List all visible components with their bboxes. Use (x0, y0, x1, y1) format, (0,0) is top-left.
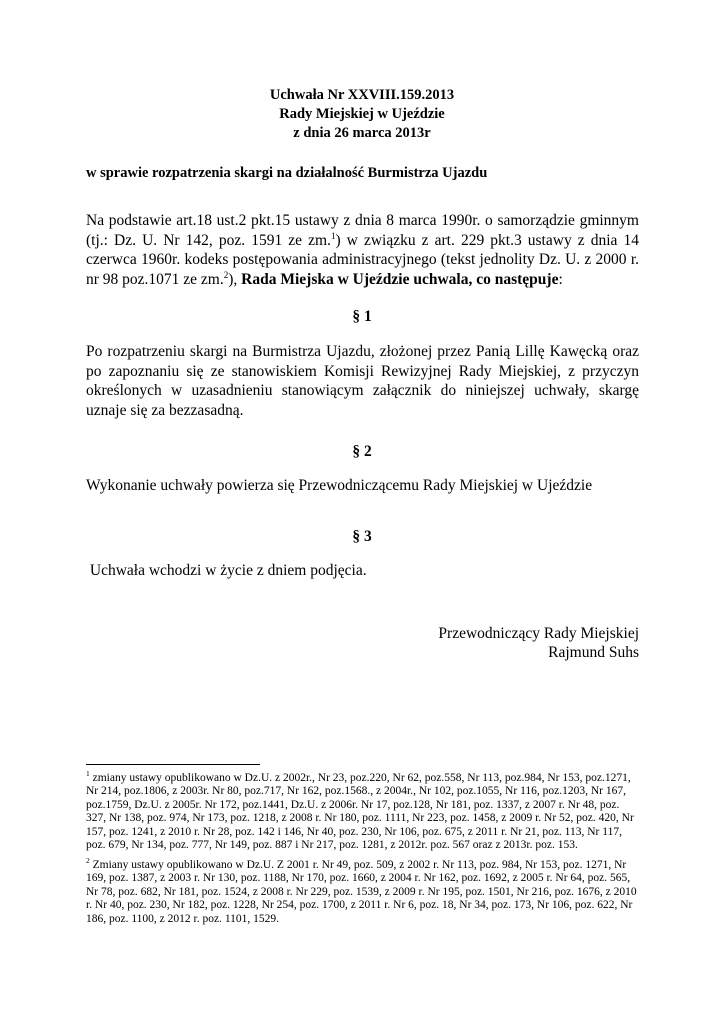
section-2-text: Wykonanie uchwały powierza się Przewodniczącemu Rady Miejskiej w Ujeździe (86, 477, 593, 494)
signature-block (438, 624, 639, 662)
resolution-header (0, 86, 724, 143)
footnote-1 (86, 769, 641, 852)
section-2-sign: § 2 (352, 443, 372, 460)
preamble-text-1: Na podstawie art.18 ust.2 pkt.15 ustawy z dnia 8 marca 1990r. o samorządzie gminnym (tj.: Dz. U. Nr 142, poz. 1591 ze zm. (86, 212, 639, 249)
footnote-ref-1: 1 (330, 230, 336, 241)
preamble-enactment: Rada Miejska w Ujeździe uchwala, co następuje (241, 270, 559, 288)
footnote-ref-2: 2 (223, 269, 229, 280)
section-1-sign: § 1 (352, 308, 372, 325)
signatory-title: Przewodniczący Rady Miejskiej (438, 625, 639, 642)
section-3-sign: § 3 (352, 528, 372, 545)
resolution-number: Uchwała Nr XXVIII.159.2013 (269, 87, 455, 103)
legal-basis-preamble (86, 211, 639, 289)
signatory-name: Rajmund Suhs (548, 644, 639, 661)
footnote-2-mark: 2 (86, 856, 90, 866)
resolution-subject: w sprawie rozpatrzenia skargi na działalność Burmistrza Ujazdu (86, 165, 488, 181)
resolution-date: z dnia 26 marca 2013r (293, 125, 431, 141)
footnote-separator (86, 764, 260, 765)
preamble-end: : (558, 270, 563, 288)
preamble-text-2: ) w związku z art. 229 pkt.3 ustawy z dnia 14 czerwca 1960r. kodeks postępowania administracyjnego (tekst jednolity Dz. U. z 2000 r. nr 98 poz.1071 ze zm. (86, 231, 639, 288)
footnote-1-mark: 1 (86, 769, 90, 779)
footnote-1-text: zmiany ustawy opublikowano w Dz.U. z 2002r., Nr 23, poz.220, Nr 62, poz.558, Nr 113, poz.984, Nr 153, poz.1271, Nr 214, poz.1806, z 2003r. Nr 80, poz.717, Nr 162, poz.1568., z 2004r., Nr 102, poz.1055, Nr 116, poz.1203, Nr 167, poz.1759, Dz.U. z 2005r. Nr 172, poz.1441, Dz.U. z 2006r. Nr 17, poz.128, Nr 181, poz. 1337, z 2007 r. Nr 48, poz. 327, Nr 138, poz. 974, Nr 173, poz. 1218, z 2008 r. Nr 180, poz. 1111, Nr 223, poz. 1458, z 2009 r. Nr 52, poz. 420, Nr 157, poz. 1241, z 2010 r. Nr 28, poz. 142 i 146, Nr 40, poz. 230, Nr 106, poz. 675, z 2011 r. Nr 21, poz. 113, Nr 117, poz. 679, Nr 134, poz. 777, Nr 149, poz. 887 i Nr 217, poz. 1281, z 2012r. poz. 567 oraz z 2013r. poz. 153. (86, 772, 634, 852)
preamble-text-3: ), (228, 270, 242, 288)
footnote-2 (86, 856, 641, 926)
section-3-text: Uchwała wchodzi w życie z dniem podjęcia. (86, 562, 367, 579)
council-name: Rady Miejskiej w Ujeździe (279, 106, 445, 122)
section-1-text: Po rozpatrzeniu skargi na Burmistrza Ujazdu, złożonej przez Panią Lillę Kawęcką oraz po zapoznaniu się ze stanowiskiem Komisji Rewizyjnej Rady Miejskiej, z przyczyn określonych w uzasadnieniu stanowiącym załącznik do niniejszej uchwały, skargę uznaje się za bezzasadną. (86, 343, 639, 419)
footnote-2-text: Zmiany ustawy opublikowano w Dz.U. Z 2001 r. Nr 49, poz. 509, z 2002 r. Nr 113, poz. 984, Nr 153, poz. 1271, Nr 169, poz. 1387, z 2003 r. Nr 130, poz. 1188, Nr 170, poz. 1660, z 2004 r. Nr 162, poz. 1692, z 2005 r. Nr 64, poz. 565, Nr 78, poz. 682, Nr 181, poz. 1524, z 2008 r. Nr 229, poz. 1539, z 2009 r. Nr 195, poz. 1501, Nr 216, poz. 1676, z 2010 r. Nr 40, poz. 230, Nr 182, poz. 1228, Nr 254, poz. 1700, z 2011 r. Nr 6, poz. 18, Nr 34, poz. 173, Nr 106, poz. 622, Nr 186, poz. 1100, z 2012 r. poz. 1101, 1529. (86, 859, 637, 925)
